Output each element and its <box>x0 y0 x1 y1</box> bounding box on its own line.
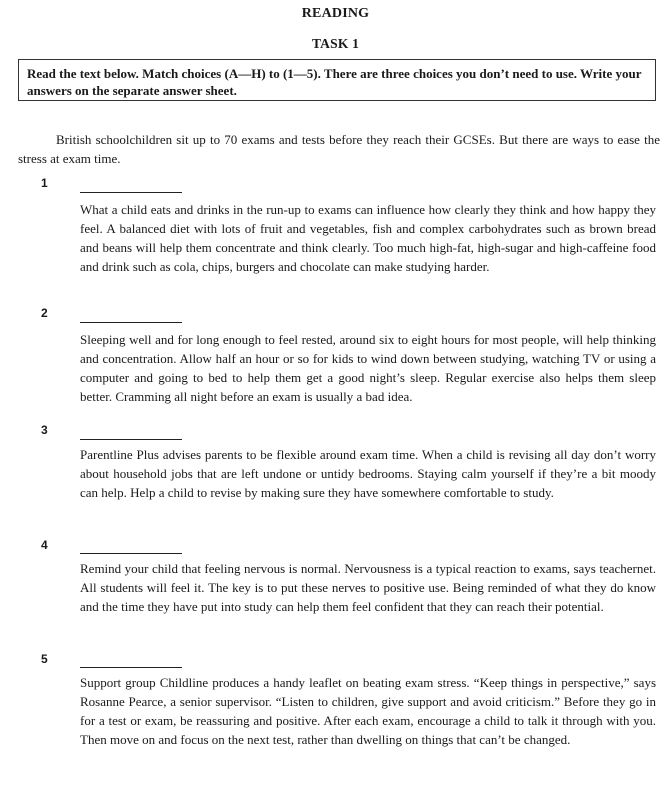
paragraph-1: What a child eats and drinks in the run-up to exams can influence how clearly they think and how happy they feel. A balanced diet with lots of fruit and vegetables, fish and complex carbohydrates such as brown bread and beans will help them concentrate and think clearly. Too much high-fat, high-sugar and high-caffeine food and drink such as cola, chips, burgers and chocolate can make studying harder. <box>80 202 656 274</box>
task-title: TASK 1 <box>311 36 360 51</box>
section-number-2: 2 <box>41 306 48 320</box>
paragraph-3: Parentline Plus advises parents to be flexible around exam time. When a child is revising all day don’t worry about household jobs that are left undone or untidy bedrooms. Staying calm yourself if they’re a bit moody can help. Help a child to revise by making sure they have somewhere comfortable to study. <box>80 447 656 500</box>
section-number-3: 3 <box>41 423 48 437</box>
answer-blank-2 <box>80 322 182 323</box>
section-number-5: 5 <box>41 652 48 666</box>
instructions-box: Read the text below. Match choices (A—H) to (1—5). There are three choices you don’t need to use. Write your answers on the separate answer sheet. <box>18 59 656 101</box>
paragraph-5: Support group Childline produces a handy leaflet on beating exam stress. “Keep things in perspective,” says Rosanne Pearce, a senior supervisor. “Listen to children, give support and avoid criticism.” Before they go in for a test or exam, be reassuring and positive. After each exam, encourage a child to talk it through with you. Then move on and focus on the next test, rather than dwelling on things that can’t be changed. <box>80 675 656 747</box>
intro-paragraph: British schoolchildren sit up to 70 exams and tests before they reach their GCSEs. But there are ways to ease the stress at exam time. <box>18 132 660 166</box>
answer-blank-4 <box>80 553 182 554</box>
paragraph-2: Sleeping well and for long enough to feel rested, around six to eight hours for most people, will help thinking and concentration. Allow half an hour or so for kids to wind down between studying, watching TV or using a computer and going to bed to help them get a good night’s sleep. Regular exercise also helps them sleep better. Cramming all night before an exam is usually a bad idea. <box>80 332 656 404</box>
answer-blank-5 <box>80 667 182 668</box>
section-number-4: 4 <box>41 538 48 552</box>
section-number-1: 1 <box>41 176 48 190</box>
answer-blank-1 <box>80 192 182 193</box>
section-title: READING <box>301 6 370 21</box>
answer-blank-3 <box>80 439 182 440</box>
paragraph-4: Remind your child that feeling nervous is normal. Nervousness is a typical reaction to exams, says teachernet. All students will feel it. The key is to put these nerves to positive use. Being reminded of what they do know and the time they have put into study can help them feel confident that they can reach their potential. <box>80 561 656 614</box>
